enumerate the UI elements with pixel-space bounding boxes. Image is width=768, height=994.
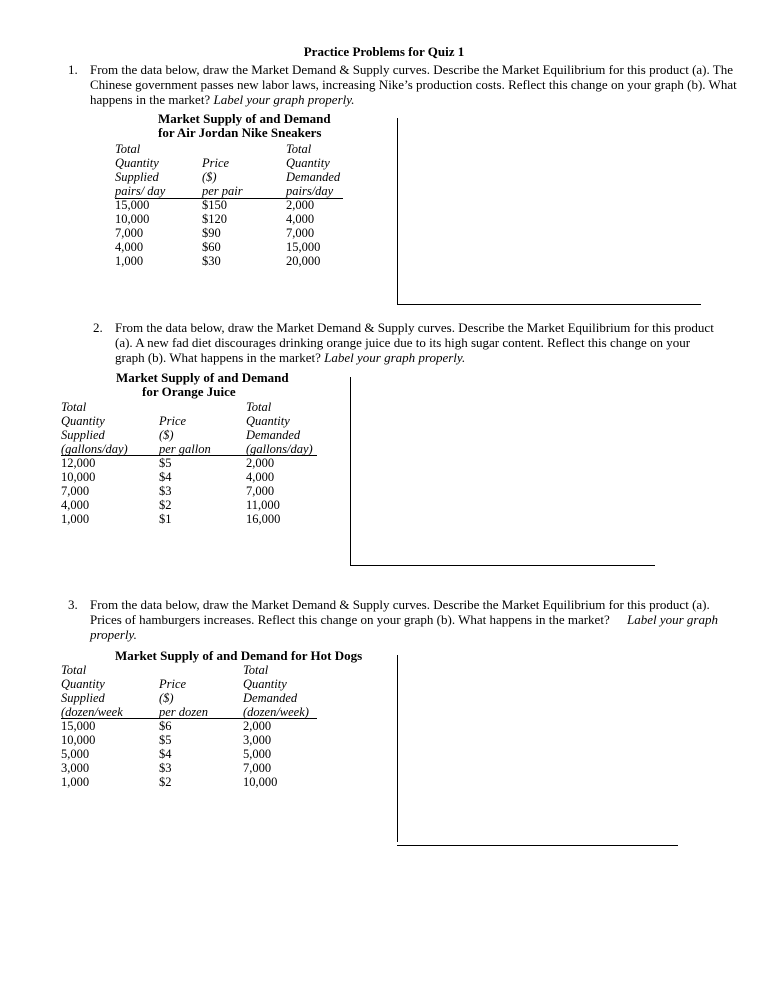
table-cell: 7,000 — [246, 484, 275, 498]
column-header: ($) — [202, 170, 217, 184]
problem-instruction: Label your graph properly. — [213, 92, 355, 107]
table-title-line: Market Supply of and Demand for Hot Dogs — [115, 648, 363, 663]
table-cell: 10,000 — [115, 212, 150, 226]
column-header: Price — [159, 414, 187, 428]
column-header: Supplied — [61, 691, 105, 705]
column-header: per pair — [202, 184, 243, 198]
table-cell: $6 — [159, 719, 172, 733]
table-title — [115, 649, 362, 663]
table-cell: 2,000 — [246, 456, 275, 470]
table-cell: 7,000 — [243, 761, 272, 775]
table-cell: $120 — [202, 212, 227, 226]
page-title: Practice Problems for Quiz 1 — [303, 44, 465, 59]
graph-y-axis — [350, 377, 351, 566]
column-header: Price — [159, 677, 187, 691]
column-price — [159, 414, 211, 526]
table-title — [116, 371, 289, 399]
table-cell: 3,000 — [61, 761, 90, 775]
column-quantity-supplied — [115, 142, 165, 268]
table-cell: 10,000 — [61, 470, 96, 484]
column-header: (dozen/week — [61, 705, 123, 719]
header-divider — [115, 198, 343, 199]
column-header: Total — [61, 400, 87, 414]
table-cell: 2,000 — [286, 198, 315, 212]
table-cell: 7,000 — [286, 226, 315, 240]
graph-y-axis — [397, 118, 398, 305]
table-cell: $5 — [159, 456, 172, 470]
table-cell: 4,000 — [286, 212, 315, 226]
table-title — [158, 112, 331, 140]
table-cell: 1,000 — [115, 254, 144, 268]
problem-2 — [93, 320, 715, 365]
table-cell: 4,000 — [61, 498, 90, 512]
column-header: (dozen/week) — [243, 705, 309, 719]
table-cell: 5,000 — [61, 747, 90, 761]
table-cell: 15,000 — [61, 719, 96, 733]
column-header: Quantity — [61, 677, 105, 691]
column-header: per gallon — [159, 442, 211, 456]
column-header: Demanded — [243, 691, 298, 705]
column-header: Quantity — [115, 156, 159, 170]
graph-x-axis — [350, 565, 655, 566]
column-header: Quantity — [246, 414, 290, 428]
problem-text: From the data below, draw the Market Demand & Supply curves. Describe the Market Equilibrium for this product (a). Prices of hamburgers increases. Reflect this change on your graph (b). What happens in the market? — [90, 597, 710, 627]
table-cell: 16,000 — [246, 512, 281, 526]
table-cell: 7,000 — [115, 226, 144, 240]
graph-x-axis — [397, 845, 678, 846]
column-header: Total — [61, 663, 87, 677]
table-cell: 4,000 — [246, 470, 275, 484]
table-cell: 7,000 — [61, 484, 90, 498]
table-title-line: Market Supply of and Demand — [116, 370, 289, 385]
table-cell: 4,000 — [115, 240, 144, 254]
column-header: Demanded — [286, 170, 341, 184]
column-header: per dozen — [159, 705, 208, 719]
column-quantity-supplied — [61, 400, 128, 526]
table-cell: $30 — [202, 254, 221, 268]
table-cell: $2 — [159, 498, 172, 512]
problem-3 — [68, 597, 740, 642]
column-quantity-supplied — [61, 663, 123, 789]
column-header: Quantity — [61, 414, 105, 428]
column-header: ($) — [159, 691, 174, 705]
problem-text: From the data below, draw the Market Demand & Supply curves. Describe the Market Equilibrium for this product (a). The Chinese government passes new labor laws, increasing Nike’s production costs. Reflect this change on your graph (b). What happens in the market? — [90, 62, 737, 107]
table-cell: 11,000 — [246, 498, 280, 512]
column-quantity-demanded — [286, 142, 340, 268]
column-header: pairs/day — [286, 184, 334, 198]
column-header: Price — [202, 156, 230, 170]
column-price — [159, 677, 208, 789]
column-header: (gallons/day) — [246, 442, 313, 456]
column-header: Total — [115, 142, 141, 156]
problem-number: 3. — [68, 597, 78, 612]
column-header: pairs/ day — [115, 184, 166, 198]
table-cell: 1,000 — [61, 775, 90, 789]
graph-y-axis — [397, 655, 398, 842]
problem-text: From the data below, draw the Market Demand & Supply curves. Describe the Market Equilibrium for this product (a). A new fad diet discourages drinking orange juice due to its high sugar content. Reflect this change on your graph (b). What happens in the market? — [115, 320, 714, 365]
table-cell: 1,000 — [61, 512, 90, 526]
column-header: Total — [243, 663, 269, 677]
graph-x-axis — [397, 304, 701, 305]
problem-instruction: Label your graph properly. — [90, 612, 718, 642]
table-cell: $2 — [159, 775, 172, 789]
table-cell: $150 — [202, 198, 227, 212]
table-title-line: Market Supply of and Demand — [158, 111, 331, 126]
table-cell: $1 — [159, 512, 172, 526]
column-header: ($) — [159, 428, 174, 442]
column-quantity-demanded — [246, 400, 313, 526]
table-cell: 12,000 — [61, 456, 96, 470]
column-header: Total — [246, 400, 272, 414]
table-cell: $3 — [159, 761, 172, 775]
table-cell: 2,000 — [243, 719, 272, 733]
table-cell: $90 — [202, 226, 221, 240]
header-divider — [61, 455, 317, 456]
problem-1 — [68, 62, 740, 107]
table-title-line: for Air Jordan Nike Sneakers — [158, 125, 322, 140]
problem-instruction: Label your graph properly. — [324, 350, 466, 365]
table-cell: 15,000 — [286, 240, 321, 254]
column-price — [202, 156, 243, 268]
column-header: Quantity — [286, 156, 330, 170]
table-cell: 20,000 — [286, 254, 321, 268]
table-cell: $4 — [159, 470, 172, 484]
table-cell: $60 — [202, 240, 221, 254]
column-header: Demanded — [246, 428, 301, 442]
table-cell: $4 — [159, 747, 172, 761]
table-cell: 3,000 — [243, 733, 272, 747]
column-header: Quantity — [243, 677, 287, 691]
column-header: Total — [286, 142, 312, 156]
table-cell: 5,000 — [243, 747, 272, 761]
column-header: (gallons/day) — [61, 442, 128, 456]
column-header: Supplied — [115, 170, 159, 184]
column-header: Supplied — [61, 428, 105, 442]
header-divider — [61, 718, 317, 719]
table-title-line: for Orange Juice — [142, 384, 236, 399]
table-cell: $3 — [159, 484, 172, 498]
column-quantity-demanded — [243, 663, 309, 789]
table-cell: $5 — [159, 733, 172, 747]
table-cell: 10,000 — [243, 775, 278, 789]
table-cell: 15,000 — [115, 198, 150, 212]
problem-number: 1. — [68, 62, 78, 77]
problem-number: 2. — [93, 320, 103, 335]
table-cell: 10,000 — [61, 733, 96, 747]
